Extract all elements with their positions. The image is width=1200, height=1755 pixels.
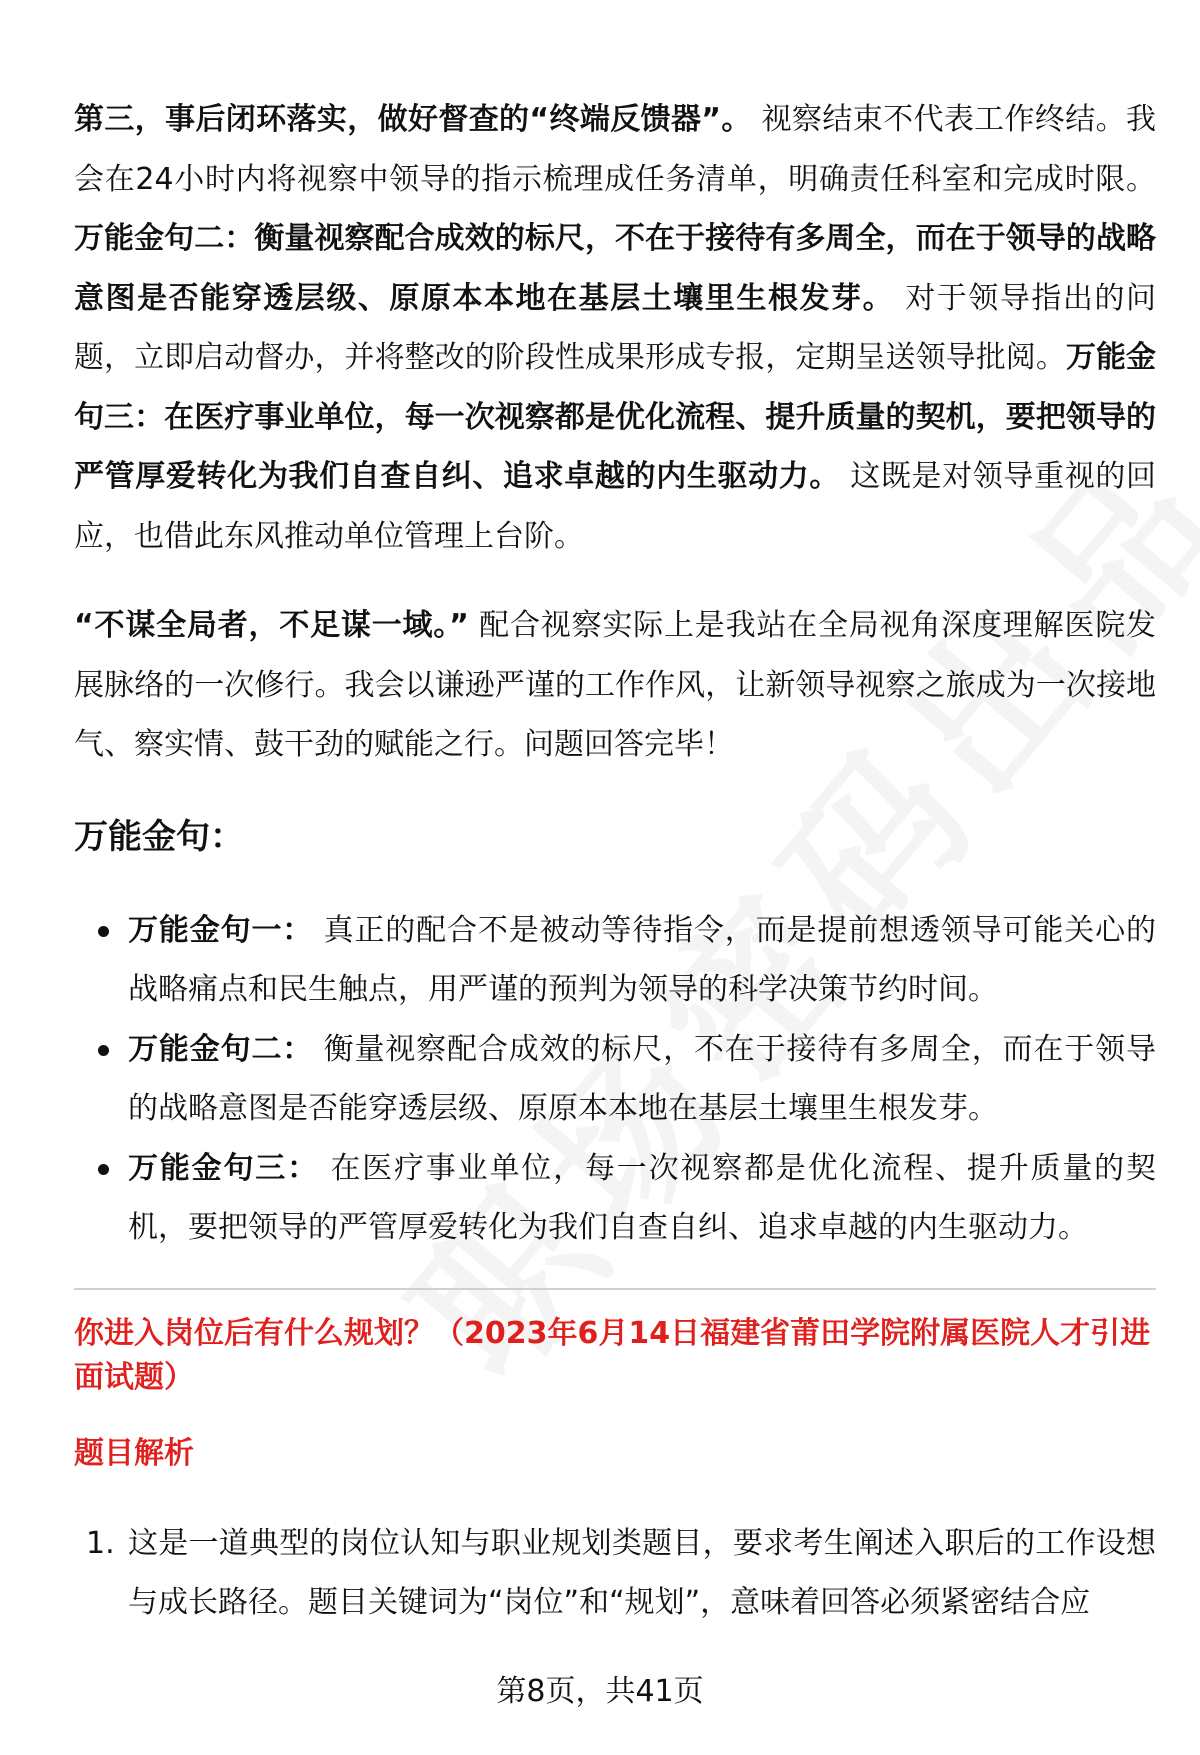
list-item-text: 在医疗事业单位，每一次视察都是优化流程、提升质量的契机，要把领导的严管厚爱转化为我们自查自纠、追求卓越的内生驱动力。 xyxy=(128,1150,1156,1245)
analysis-heading: 题目解析 xyxy=(74,1435,194,1471)
body-text: 对于领导指出的问题，立即启动督办，并将整改的阶段性成果形成专报，定期呈送领导批阅。 xyxy=(74,280,1157,375)
question-title: 你进入岗位后有什么规划？（2023年6月14日福建省莆田学院附属医院人才引进面试题） xyxy=(74,1315,1151,1395)
list-item-label: 万能金句二： xyxy=(128,1031,314,1067)
list-item-label: 万能金句一： xyxy=(128,912,314,948)
section-heading: 万能金句： xyxy=(74,816,244,857)
list-item-text: 真正的配合不是被动等待指令，而是提前想透领导可能关心的战略痛点和民生触点，用严谨的预判为领导的科学决策节约时间。 xyxy=(128,912,1157,1007)
list-item-label: 万能金句三： xyxy=(128,1150,319,1186)
list-item xyxy=(74,1514,1156,1633)
analysis-list xyxy=(74,1514,1156,1633)
golden-sentence-list xyxy=(74,901,1156,1258)
page-footer: 第8页，共41页 xyxy=(496,1674,704,1709)
bold-text: 第三，事后闭环落实，做好督查的“终端反馈器”。 xyxy=(74,102,752,137)
list-item xyxy=(74,1139,1156,1258)
list-item xyxy=(74,1020,1156,1139)
body-text: 视察结束不代表工作终结。我会在24小时内将视察中领导的指示梳理成任务清单，明确责任科室和完成时限。 xyxy=(74,102,1156,197)
bold-quote: “不谋全局者，不足谋一域。” xyxy=(74,608,469,643)
bold-text: 万能金句三：在医疗事业单位，每一次视察都是优化流程、提升质量的契机，要把领导的严管厚爱转化为我们自查自纠、追求卓越的内生驱动力。 xyxy=(74,340,1157,494)
body-text: 这既是对领导重视的回应，也借此东风推动单位管理上台阶。 xyxy=(74,459,1156,554)
list-number: 1. xyxy=(86,1525,115,1561)
list-item xyxy=(74,901,1156,1020)
list-item-text: 这是一道典型的岗位认知与职业规划类题目，要求考生阐述入职后的工作设想与成长路径。题目关键词为“岗位”和“规划”，意味着回答必须紧密结合应 xyxy=(128,1525,1156,1620)
paragraph-conclusion xyxy=(74,596,1156,775)
paragraph-step-three xyxy=(74,90,1156,566)
list-item-text: 衡量视察配合成效的标尺，不在于接待有多周全，而在于领导的战略意图是否能穿透层级、原原本本地在基层土壤里生根发芽。 xyxy=(128,1031,1157,1126)
divider xyxy=(74,1288,1156,1290)
bold-text: 万能金句二：衡量视察配合成效的标尺，不在于接待有多周全，而在于领导的战略意图是否能穿透层级、原原本本地在基层土壤里生根发芽。 xyxy=(74,221,1156,316)
body-text: 配合视察实际上是我站在全局视角深度理解医院发展脉络的一次修行。我会以谦逊严谨的工作作风，让新领导视察之旅成为一次接地气、察实情、鼓干劲的赋能之行。问题回答完毕！ xyxy=(74,608,1156,762)
page-content xyxy=(74,90,1156,1633)
